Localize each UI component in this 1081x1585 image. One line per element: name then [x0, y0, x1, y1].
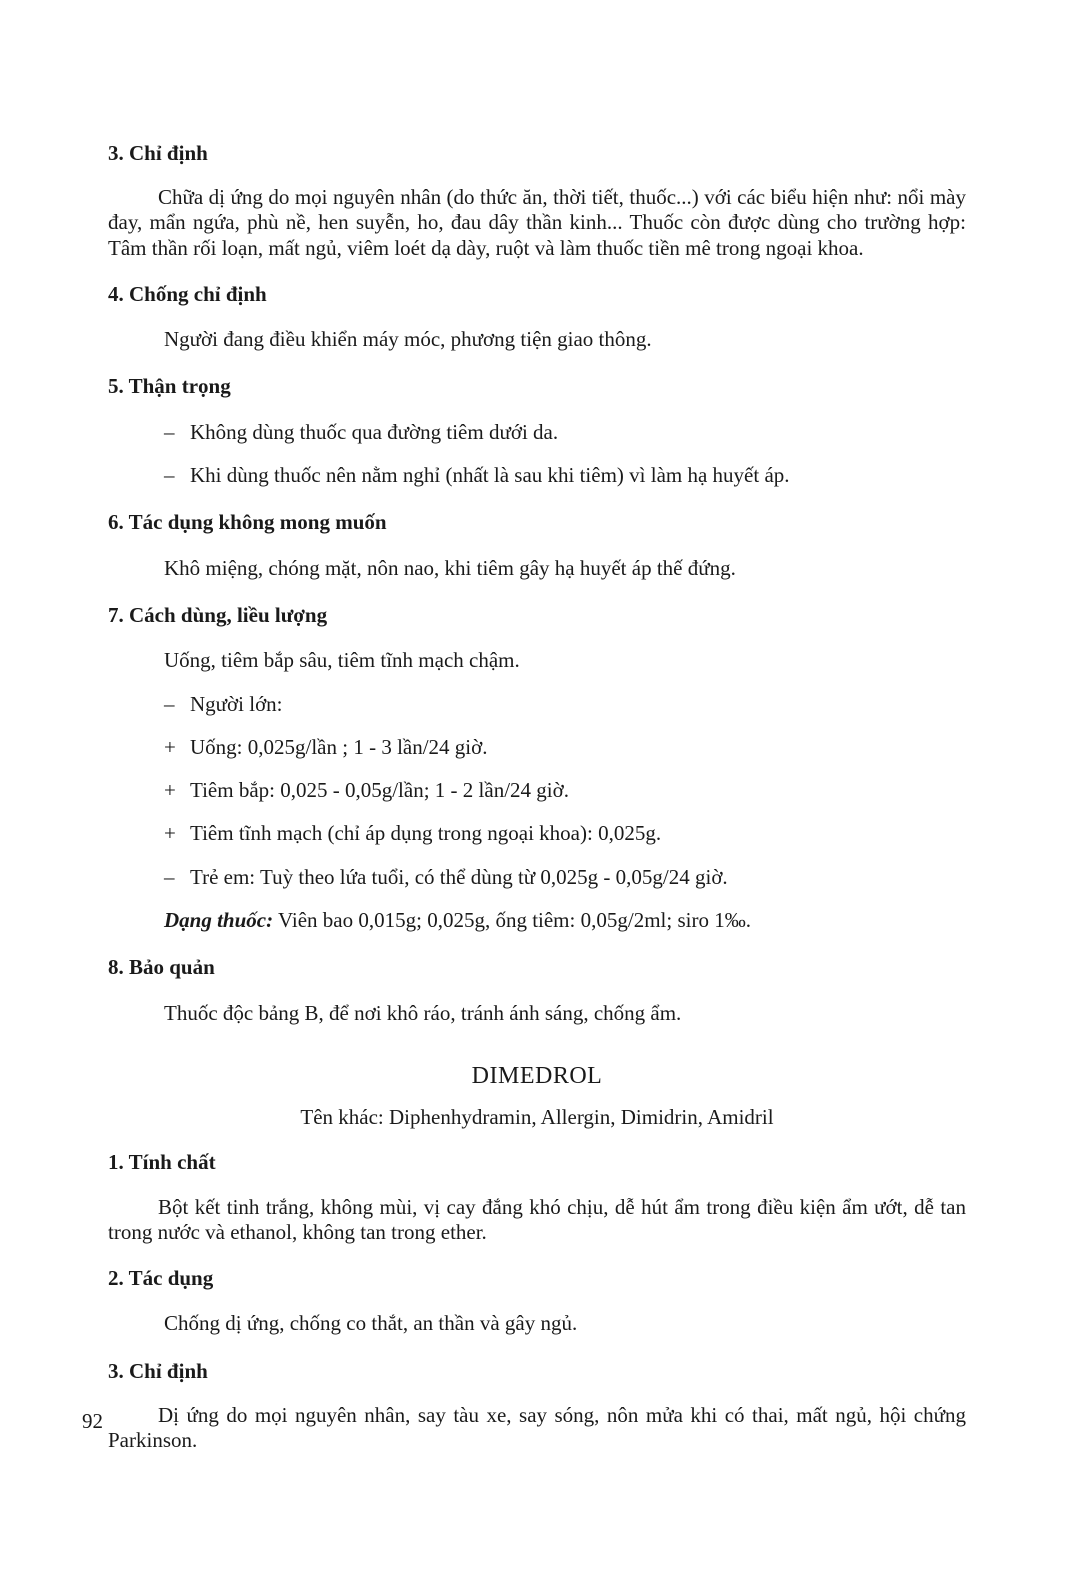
- list-item: – Không dùng thuốc qua đường tiêm dưới da.: [164, 419, 559, 444]
- list-item: – Khi dùng thuốc nên nằm nghỉ (nhất là sau khi tiêm) vì làm hạ huyết áp.: [164, 463, 790, 488]
- section-heading: 7. Cách dùng, liều lượng: [108, 602, 328, 627]
- list-item: + Uống: 0,025g/lần ; 1 - 3 lần/24 giờ.: [164, 734, 488, 759]
- document-page: [108, 140, 966, 1473]
- section-heading: 3. Chỉ định: [108, 1358, 208, 1383]
- section-contraindications: [108, 281, 966, 354]
- section-heading: 5. Thận trọng: [108, 374, 231, 399]
- section-heading: 6. Tác dụng không mong muốn: [108, 510, 387, 535]
- section-heading: 1. Tính chất: [108, 1150, 216, 1175]
- section-effects: [108, 1265, 966, 1338]
- section-text: Khô miệng, chóng mặt, nôn nao, khi tiêm gây hạ huyết áp thế đứng.: [164, 555, 736, 580]
- section-side-effects: [108, 509, 966, 582]
- list-item: – Người lớn:: [164, 691, 283, 716]
- drug-title: DIMEDROL: [471, 1062, 603, 1089]
- section-text: Dị ứng do mọi nguyên nhân, say tàu xe, say sóng, nôn mửa khi có thai, mất ngủ, hội chứng Parkinson.: [108, 1402, 966, 1453]
- section-heading: 8. Bảo quản: [108, 955, 215, 980]
- section-dosage: [108, 602, 966, 934]
- section-precautions: [108, 373, 966, 489]
- dosage-form: Dạng thuốc: Viên bao 0,015g; 0,025g, ống tiêm: 0,05g/2ml; siro 1‰.: [164, 908, 751, 933]
- section-indications-dimedrol: [108, 1358, 966, 1454]
- section-heading: 4. Chống chỉ định: [108, 281, 267, 306]
- section-text: Chữa dị ứng do mọi nguyên nhân (do thức ăn, thời tiết, thuốc...) với các biểu hiện như: nổi mày đay, mẩn ngứa, phù nề, hen suyễn, ho, đau dây thần kinh... Thuốc còn được dùng cho trường hợp: Tâm thần rối loạn, mất ngủ, viêm loét dạ dày, ruột và làm thuốc tiền mê trong ngoại khoa.: [108, 185, 966, 260]
- section-text: Bột kết tinh trắng, không mùi, vị cay đắng khó chịu, dễ hút ẩm trong điều kiện ẩm ướt, dễ tan trong nước và ethanol, không tan trong ether.: [108, 1194, 966, 1244]
- list-item: + Tiêm bắp: 0,025 - 0,05g/lần; 1 - 2 lần/24 giờ.: [164, 778, 569, 803]
- section-storage: [108, 954, 966, 1027]
- drug-other-names: Tên khác: Diphenhydramin, Allergin, Dimidrin, Amidril: [300, 1105, 774, 1130]
- section-text: Uống, tiêm bắp sâu, tiêm tĩnh mạch chậm.: [164, 648, 520, 673]
- section-indications: [108, 140, 966, 261]
- section-heading: 3. Chỉ định: [108, 141, 208, 165]
- section-text: Người đang điều khiển máy móc, phương tiện giao thông.: [164, 327, 652, 352]
- page-number: 92: [82, 1409, 103, 1433]
- section-heading: 2. Tác dụng: [108, 1266, 214, 1291]
- list-item: – Trẻ em: Tuỳ theo lứa tuổi, có thể dùng từ 0,025g - 0,05g/24 giờ.: [164, 864, 728, 889]
- section-properties: [108, 1149, 966, 1245]
- section-text: Chống dị ứng, chống co thắt, an thần và gây ngủ.: [164, 1311, 578, 1336]
- list-item: + Tiêm tĩnh mạch (chỉ áp dụng trong ngoại khoa): 0,025g.: [164, 821, 662, 846]
- section-text: Thuốc độc bảng B, để nơi khô ráo, tránh ánh sáng, chống ẩm.: [164, 1000, 682, 1025]
